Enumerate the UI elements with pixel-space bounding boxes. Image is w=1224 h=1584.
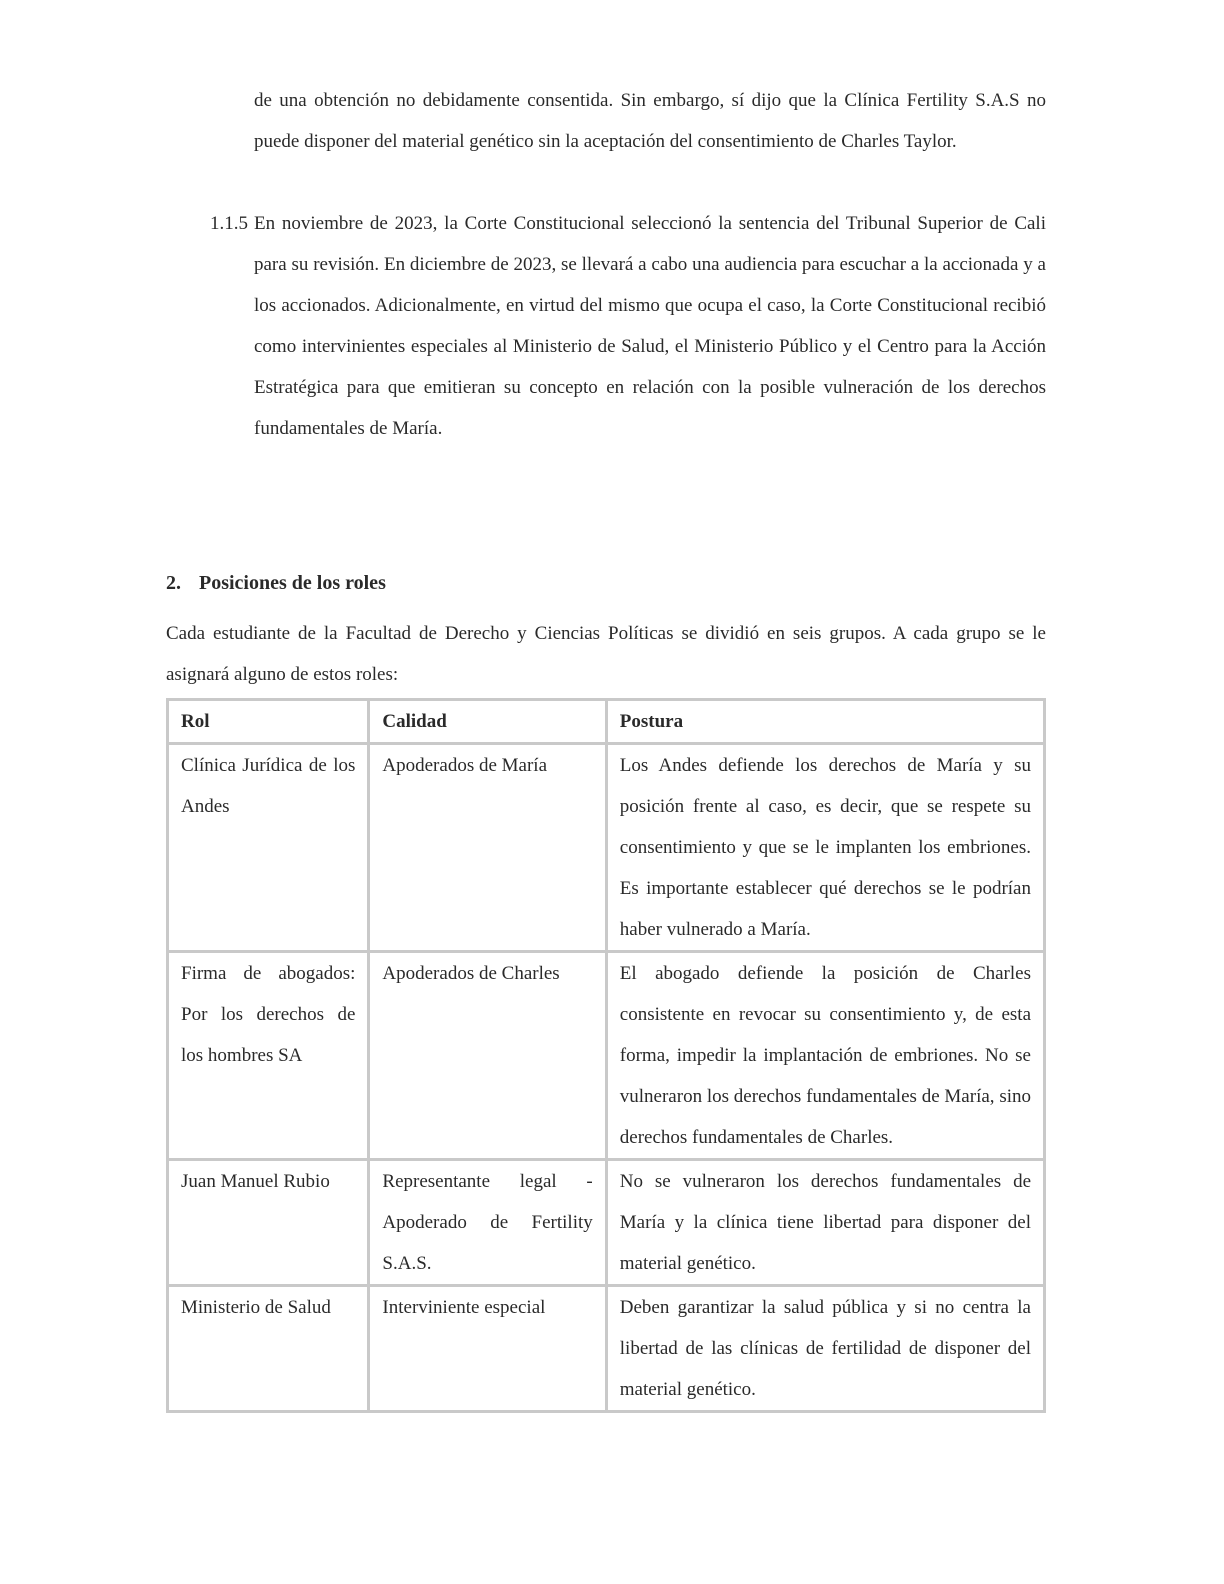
section-number: 2.	[166, 572, 181, 594]
paragraph-number: 1.1.5	[210, 213, 248, 234]
cell-postura: Los Andes defiende los derechos de María y su posición frente al caso, es decir, que se respete su consentimiento y que se le implanten los embriones. Es importante establecer qué derechos se le podrían haber vulnerado a María.	[606, 744, 1044, 952]
cell-rol: Ministerio de Salud	[168, 1286, 369, 1412]
table-row	[168, 1160, 1045, 1286]
paragraph-body: En noviembre de 2023, la Corte Constitucional seleccionó la sentencia del Tribunal Superior de Cali para su revisión. En diciembre de 2023, se llevará a cabo una audiencia para escuchar a la accionada y a los accionados. Adicionalmente, en virtud del mismo que ocupa el caso, la Corte Constitucional recibió como intervinientes especiales al Ministerio de Salud, el Ministerio Público y el Centro para la Acción Estratégica para que emitieran su concepto en relación con la posible vulneración de los derechos fundamentales de María.	[254, 213, 1046, 439]
paragraph-continuation: de una obtención no debidamente consentida. Sin embargo, sí dijo que la Clínica Fertility S.A.S no puede disponer del material genético sin la aceptación del consentimiento de Charles Taylor.	[254, 90, 1046, 152]
cell-calidad: Representante legal - Apoderado de Fertility S.A.S.	[369, 1160, 606, 1286]
table-row	[168, 952, 1045, 1160]
table-header-row	[168, 700, 1045, 744]
table-row	[168, 1286, 1045, 1412]
cell-rol: Firma de abogados: Por los derechos de los hombres SA	[168, 952, 369, 1160]
table-row	[168, 744, 1045, 952]
header-postura: Postura	[606, 700, 1044, 744]
section-title: Posiciones de los roles	[199, 572, 386, 594]
cell-postura: Deben garantizar la salud pública y si no centra la libertad de las clínicas de fertilidad de disponer del material genético.	[606, 1286, 1044, 1412]
cell-postura: El abogado defiende la posición de Charles consistente en revocar su consentimiento y, de esta forma, impedir la implantación de embriones. No se vulneraron los derechos fundamentales de María, sino derechos fundamentales de Charles.	[606, 952, 1044, 1160]
cell-rol: Clínica Jurídica de los Andes	[168, 744, 369, 952]
cell-calidad: Apoderados de María	[369, 744, 606, 952]
section-intro: Cada estudiante de la Facultad de Derecho y Ciencias Políticas se dividió en seis grupos. A cada grupo se le asignará alguno de estos roles:	[166, 623, 1046, 685]
cell-calidad: Interviniente especial	[369, 1286, 606, 1412]
roles-table	[166, 698, 1046, 1413]
cell-calidad: Apoderados de Charles	[369, 952, 606, 1160]
section-heading	[166, 572, 386, 595]
cell-rol: Juan Manuel Rubio	[168, 1160, 369, 1286]
paragraph-1-1-5	[210, 203, 1046, 449]
cell-postura: No se vulneraron los derechos fundamentales de María y la clínica tiene libertad para disponer del material genético.	[606, 1160, 1044, 1286]
header-rol: Rol	[168, 700, 369, 744]
header-calidad: Calidad	[369, 700, 606, 744]
